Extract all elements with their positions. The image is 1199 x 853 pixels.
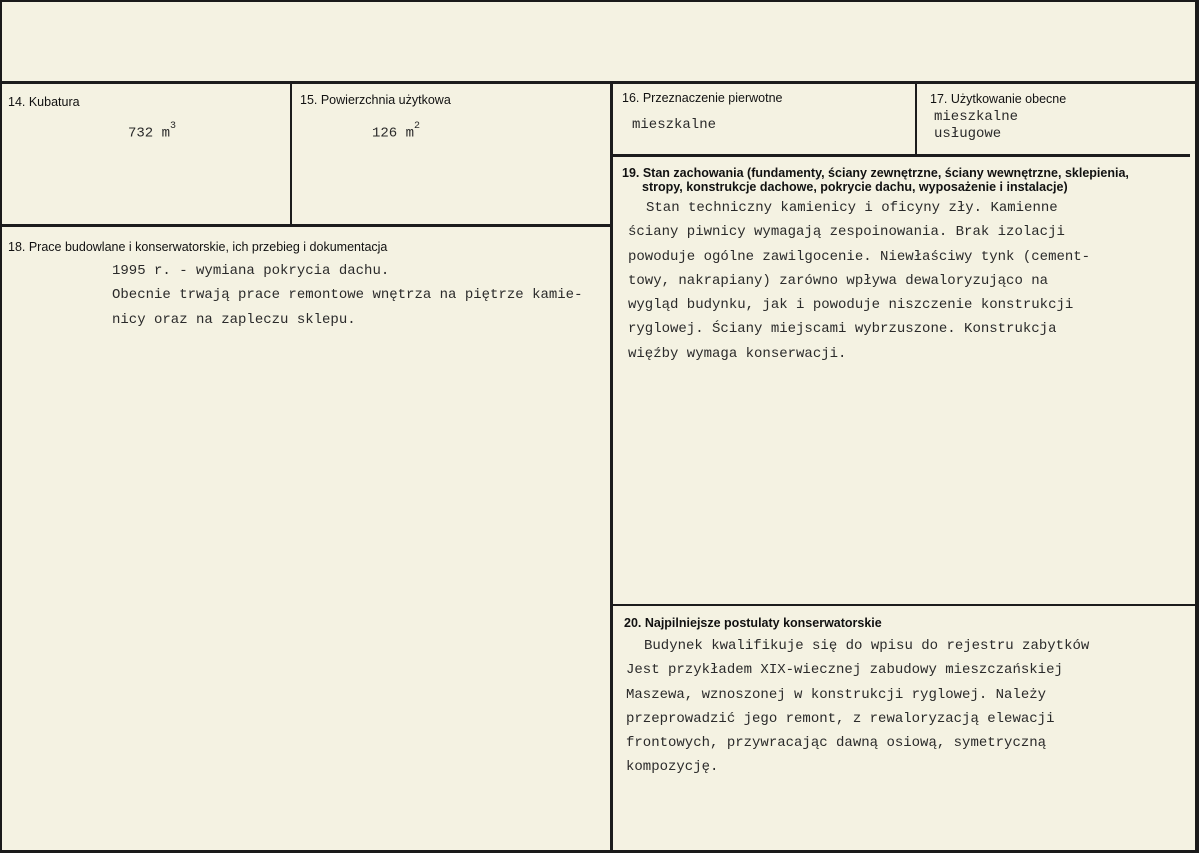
cubature-exponent: 3 [170, 121, 177, 132]
rule-below-16-17 [612, 154, 1190, 157]
field-19-line: towy, nakrapiany) zarówno wpływa dewaloryzująco na [628, 272, 1049, 289]
field-19-line: więźby wymaga konserwacji. [628, 345, 847, 362]
field-19-line: ryglowej. Ściany miejscami wybrzuszone. Konstrukcja [628, 321, 1057, 338]
field-16-value: mieszkalne [632, 117, 717, 133]
field-19-label-line-1: 19. Stan zachowania (fundamenty, ściany zewnętrzne, ściany wewnętrzne, sklepienia, [622, 166, 1129, 180]
top-rule [2, 81, 1195, 84]
main-column-divider [610, 83, 613, 850]
field-18-label: 18. Prace budowlane i konserwatorskie, ich przebieg i dokumentacja [8, 240, 388, 254]
field-19-line: powoduje ogólne zawilgocenie. Niewłaściwy tynk (cement- [628, 248, 1091, 265]
field-19-label-line-2: stropy, konstrukcje dachowe, pokrycie dachu, wyposażenie i instalacje) [642, 180, 1068, 194]
field-17-label: 17. Użytkowanie obecne [930, 92, 1067, 106]
field-20-line: Maszewa, wznoszonej w konstrukcji ryglowej. Należy [626, 686, 1047, 703]
field-19-line: wygląd budynku, jak i powoduje niszczenie konstrukcji [628, 297, 1074, 314]
field-15-label: 15. Powierzchnia użytkowa [300, 93, 451, 107]
field-20-label: 20. Najpilniejsze postulaty konserwatorskie [624, 616, 882, 630]
field-18-line: 1995 r. - wymiana pokrycia dachu. [112, 263, 390, 279]
field-15-value [372, 121, 421, 142]
area-value: 126 m [372, 125, 415, 142]
field-14-label: 14. Kubatura [8, 95, 80, 109]
divider-16-17 [915, 83, 917, 155]
field-20-line: kompozycję. [626, 759, 719, 776]
field-20-line: frontowych, przywracając dawną osiową, symetryczną [626, 735, 1047, 752]
field-14-value [128, 121, 177, 142]
field-20-text [626, 634, 1089, 780]
field-20-line: przeprowadzić jego remont, z rewaloryzacją elewacji [626, 710, 1055, 727]
field-17-value-1: mieszkalne [934, 109, 1019, 125]
field-19-line: Stan techniczny kamienicy i oficyny zły. Kamienne [646, 200, 1058, 216]
field-19-line: ściany piwnicy wymagają zespoinowania. Brak izolacji [628, 224, 1065, 241]
rule-below-14-15 [2, 224, 612, 227]
field-18-line: nicy oraz na zapleczu sklepu. [112, 311, 356, 328]
field-18-line: Obecnie trwają prace remontowe wnętrza na piętrze kamie- [112, 287, 583, 304]
field-16-label: 16. Przeznaczenie pierwotne [622, 91, 783, 105]
cubature-value: 732 m [128, 125, 171, 142]
record-card [2, 2, 1195, 850]
area-exponent: 2 [414, 121, 421, 132]
field-17-value-2: usługowe [934, 126, 1002, 142]
rule-above-20 [612, 604, 1195, 606]
field-18-text [112, 259, 582, 332]
field-20-line: Jest przykładem XIX-wiecznej zabudowy mieszczańskiej [626, 662, 1063, 679]
field-19-text [628, 196, 1090, 366]
field-20-line: Budynek kwalifikuje się do wpisu do rejestru zabytków [644, 638, 1090, 654]
divider-14-15 [290, 83, 292, 226]
